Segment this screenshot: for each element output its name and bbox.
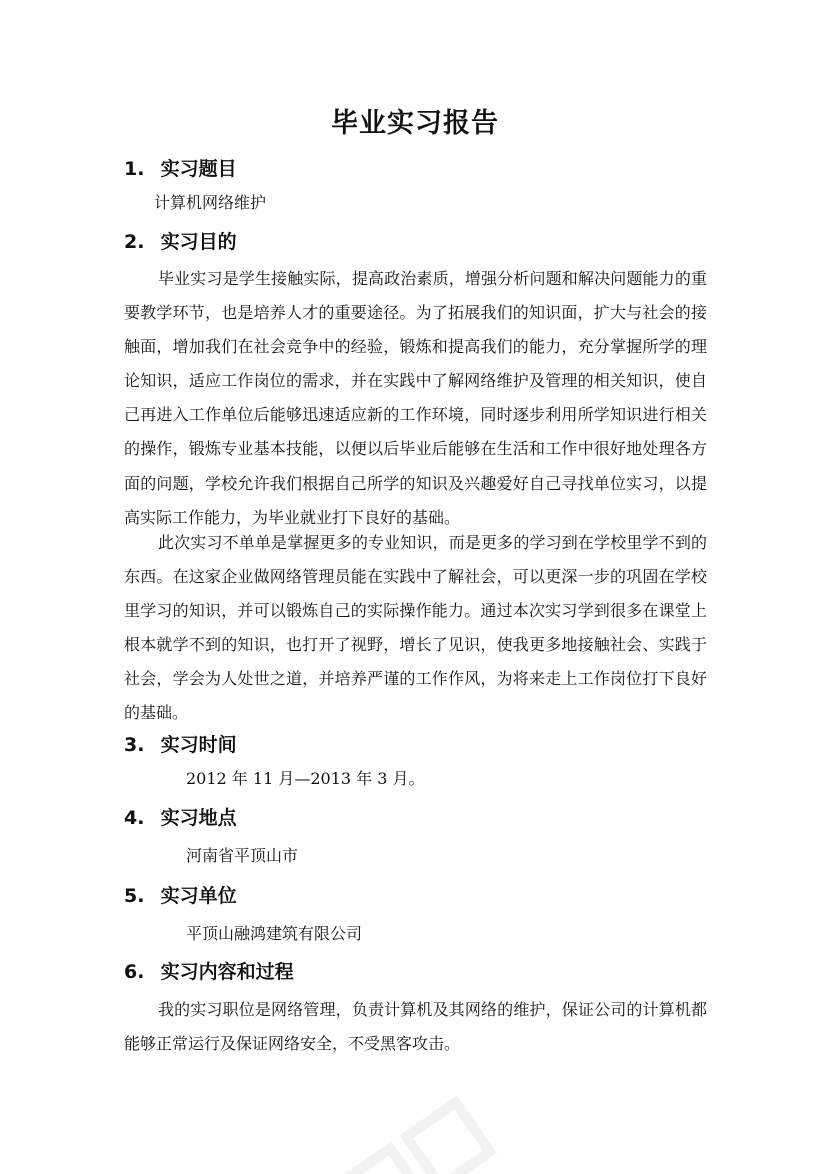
topic-text: 计算机网络维护 <box>154 193 267 212</box>
watermark-shape-icon <box>327 1054 553 1174</box>
location-text: 河南省平顶山市 <box>186 846 299 865</box>
section-heading-location <box>124 804 237 832</box>
section-number: 1. <box>124 158 145 180</box>
content-paragraph-1: 我的实习职位是网络管理，负责计算机及其网络的维护，保证公司的计算机都能够正常运行及保证网络安全，不受黑客攻击。 <box>124 1000 707 1054</box>
section-title: 实习题目 <box>160 158 237 180</box>
company-text: 平顶山融鸿建筑有限公司 <box>186 924 363 943</box>
section-heading-time <box>124 731 237 759</box>
section-number: 6. <box>124 961 145 983</box>
section-heading-topic <box>124 155 237 183</box>
section-title: 实习时间 <box>160 734 237 756</box>
purpose-paragraph-2: 此次实习不单单是掌握更多的专业知识，而是更多的学习到在学校里学不到的东西。在这家企业做网络管理员能在实践中了解社会，可以更深一步的巩固在学校里学习的知识，并可以锻炼自己的实际操作能力。通过本次实习学到很多在课堂上根本就学不到的知识，也打开了视野，增长了见识，使我更多地接触社会、实践于社会，学会为人处世之道，并培养严谨的工作作风，为将来走上工作岗位打下良好的基础。 <box>124 533 707 723</box>
section-title: 实习地点 <box>160 807 237 829</box>
watermark-icon <box>327 1054 553 1174</box>
section-number: 4. <box>124 807 145 829</box>
section-title: 实习单位 <box>160 885 237 907</box>
section-number: 2. <box>124 231 145 253</box>
section-heading-content <box>124 958 294 986</box>
section-heading-company <box>124 882 237 910</box>
purpose-paragraph-1: 毕业实习是学生接触实际，提高政治素质，增强分析问题和解决问题能力的重要教学环节，也是培养人才的重要途径。为了拓展我们的知识面，扩大与社会的接触面，增加我们在社会竞争中的经验，锻炼和提高我们的能力，充分掌握所学的理论知识，适应工作岗位的需求，并在实践中了解网络维护及管理的相关知识，使自己再进入工作单位后能够迅速适应新的工作环境，同时逐步利用所学知识进行相关的操作，锻炼专业基本技能，以便以后毕业后能够在生活和工作中很好地处理各方面的问题，学校允许我们根据自己所学的知识及兴趣爱好自己寻找单位实习，以提高实际工作能力，为毕业就业打下良好的基础。 <box>124 269 707 527</box>
section-number: 3. <box>124 734 145 756</box>
time-text: 2012 年 11 月—2013 年 3 月。 <box>186 769 425 788</box>
section-number: 5. <box>124 885 145 907</box>
section-title: 实习内容和过程 <box>160 961 294 983</box>
section-title: 实习目的 <box>160 231 237 253</box>
report-title: 毕业实习报告 <box>331 108 499 139</box>
section-heading-purpose <box>124 228 237 256</box>
